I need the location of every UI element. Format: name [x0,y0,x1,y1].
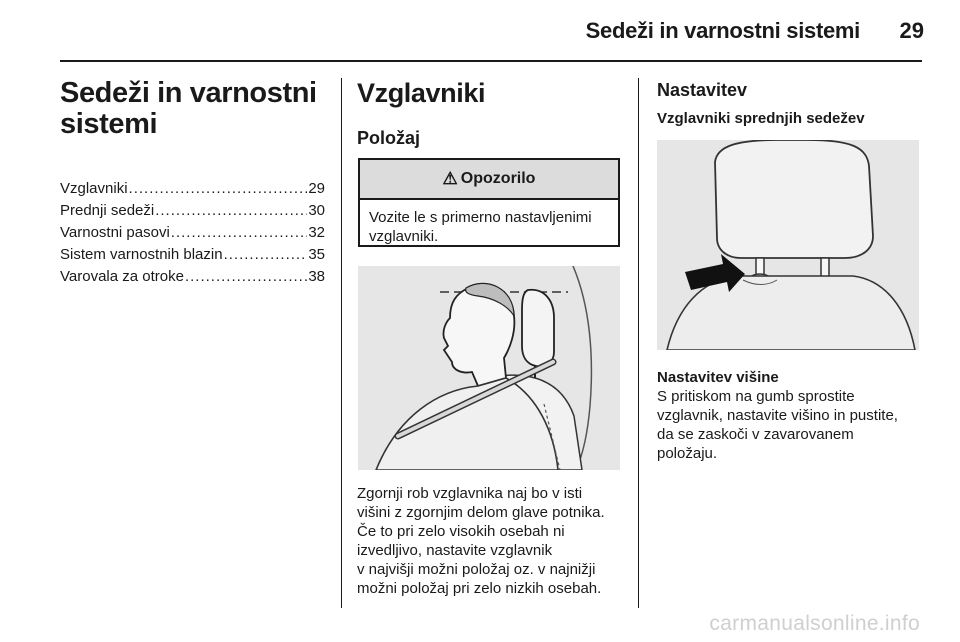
paragraph-line: izvedljivo, nastavite vzglavnik [357,542,553,559]
toc-label: Varovala za otroke [60,268,184,285]
paragraph-line: Če to pri zelo visokih osebah ni [357,523,565,540]
head-position-illustration [358,266,620,470]
paragraph-line: vzglavnik, nastavite višino in pustite, [657,407,898,424]
toc-entry[interactable] [60,244,325,266]
toc-label: Prednji sedeži [60,202,155,219]
chapter-title-line: sistemi [60,108,158,140]
chapter-title [60,78,330,140]
toc-label: Varnostni pasovi [60,224,170,241]
position-paragraph [357,484,627,598]
toc-entry[interactable] [60,222,325,244]
toc-leader [155,200,307,222]
paragraph-line: da se zaskoči v zavarovanem [657,426,854,443]
header-rule [60,60,922,62]
watermark: carmanualsonline.info [709,612,920,635]
warning-text-line: Vozite le s primerno nastavljenimi [369,209,592,226]
warning-box [358,158,620,247]
height-adjust-title: Nastavitev višine [657,369,779,386]
toc-page: 29 [308,180,325,197]
chapter-title-line: Sedeži in varnostni [60,77,317,109]
warning-text [360,200,618,246]
warning-triangle-icon: ⚠ [442,169,458,188]
toc-label: Sistem varnostnih blazin [60,246,223,263]
paragraph-line: Zgornji rob vzglavnika naj bo v isti [357,485,583,502]
toc-leader [185,266,307,288]
section-subtitle: Položaj [357,128,421,148]
warning-heading: Opozorilo [460,170,536,187]
toc-leader [171,222,308,244]
headrest-adjustment-illustration [657,140,919,350]
headrest-shape [522,290,554,367]
toc-entry[interactable] [60,178,325,200]
page-number: 29 [899,18,924,43]
paragraph-line: višini z zgornjim delom glave potnika. [357,504,605,521]
adjust-subtitle: Vzglavniki sprednjih sedežev [657,110,865,127]
toc-label: Vzglavniki [60,180,128,197]
running-header-title: Sedeži in varnostni sistemi [585,18,860,43]
column-divider-left [341,78,342,608]
toc-entry[interactable] [60,200,325,222]
column-divider-right [638,78,639,608]
toc-page: 38 [308,268,325,285]
height-adjust-paragraph [657,387,947,463]
adjust-title: Nastavitev [657,80,748,100]
toc-page: 32 [308,224,325,241]
paragraph-line: S pritiskom na gumb sprostite [657,388,855,405]
toc-leader [129,178,308,200]
paragraph-line: v najvišji možni položaj oz. v najnižji [357,561,596,578]
warning-header [360,160,618,200]
paragraph-line: položaju. [657,445,718,462]
toc-page: 35 [308,246,325,263]
toc-page: 30 [308,202,325,219]
section-title: Vzglavniki [357,78,486,108]
toc-leader [224,244,308,266]
warning-text-line: vzglavniki. [369,228,439,245]
paragraph-line: možni položaj pri zelo nizkih osebah. [357,580,602,597]
headrest-body [715,140,873,258]
toc-entry[interactable] [60,266,325,288]
table-of-contents [60,178,325,288]
